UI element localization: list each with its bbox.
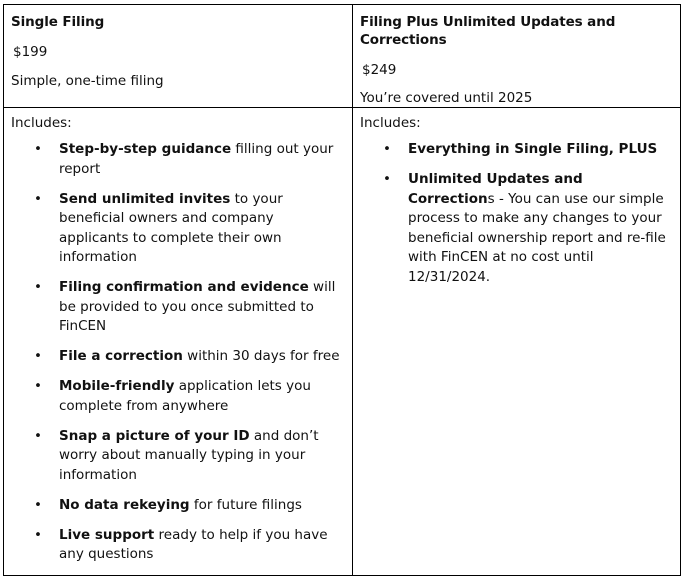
plan-price: $249 [362,62,397,78]
feature-item [11,140,345,179]
feature-text: application lets you complete from anywhere [59,378,311,414]
feature-item [11,377,345,416]
plan-features-plus [353,108,681,576]
feature-list [360,140,673,287]
feature-highlight: Live support [59,526,155,543]
plan-header-row [4,5,681,108]
feature-item [11,278,345,337]
includes-label: Includes: [360,115,421,131]
bullet-icon: • [34,141,42,157]
feature-text: will be provided to you once submitted to FinCEN [59,279,336,334]
bullet-icon: • [34,427,42,444]
feature-item [11,427,345,486]
pricing-table [3,4,681,576]
feature-highlight: Everything in Single Filing, PLUS [408,141,658,157]
feature-item [11,347,345,367]
feature-item [360,140,673,160]
feature-highlight: No data rekeying [59,496,190,513]
feature-highlight: Send unlimited invites [59,190,231,207]
bullet-icon: • [34,348,42,364]
plan-features-single [4,108,353,576]
plan-description: You’re covered until 2025 [360,90,533,106]
plan-description: Simple, one-time filing [11,73,164,89]
feature-item [360,170,673,287]
plan-header-single [4,5,353,108]
feature-item [11,526,345,565]
feature-text: for future filings [189,496,302,513]
feature-text: s - You can use our simple process to make any changes to your beneficial ownership report and re-file with FinCEN at no cost until 12/31/2024. [408,190,666,285]
includes-label: Includes: [11,115,72,131]
plan-title: Single Filing [11,14,105,30]
feature-highlight: Mobile-friendly [59,378,175,394]
feature-item [11,496,345,516]
bullet-icon: • [34,378,42,394]
feature-text: within 30 days for free [182,348,340,364]
feature-highlight: Step-by-step guidance [59,141,232,157]
feature-list [11,140,345,565]
feature-highlight: File a correction [59,348,183,364]
bullet-icon: • [383,141,391,157]
feature-text: to your beneficial owners and company applicants to complete their own information [59,190,283,265]
feature-highlight: Filing confirmation and evidence [59,279,309,295]
feature-item [11,190,345,268]
bullet-icon: • [34,279,42,295]
plan-title: Filing Plus Unlimited Updates and Corrections [360,14,616,48]
feature-highlight: Snap a picture of your ID [59,427,250,444]
bullet-icon: • [383,171,391,187]
feature-text: filling out your report [59,141,334,177]
bullet-icon: • [34,526,42,543]
bullet-icon: • [34,190,42,207]
feature-text: and don’t worry about manually typing in your information [59,427,319,483]
plan-header-plus [353,5,681,108]
plan-price: $199 [13,44,48,60]
plan-features-row [4,108,681,576]
bullet-icon: • [34,496,42,513]
feature-text: ready to help if you have any questions [59,526,328,562]
feature-highlight: Unlimited Updates and Correction [408,171,583,207]
